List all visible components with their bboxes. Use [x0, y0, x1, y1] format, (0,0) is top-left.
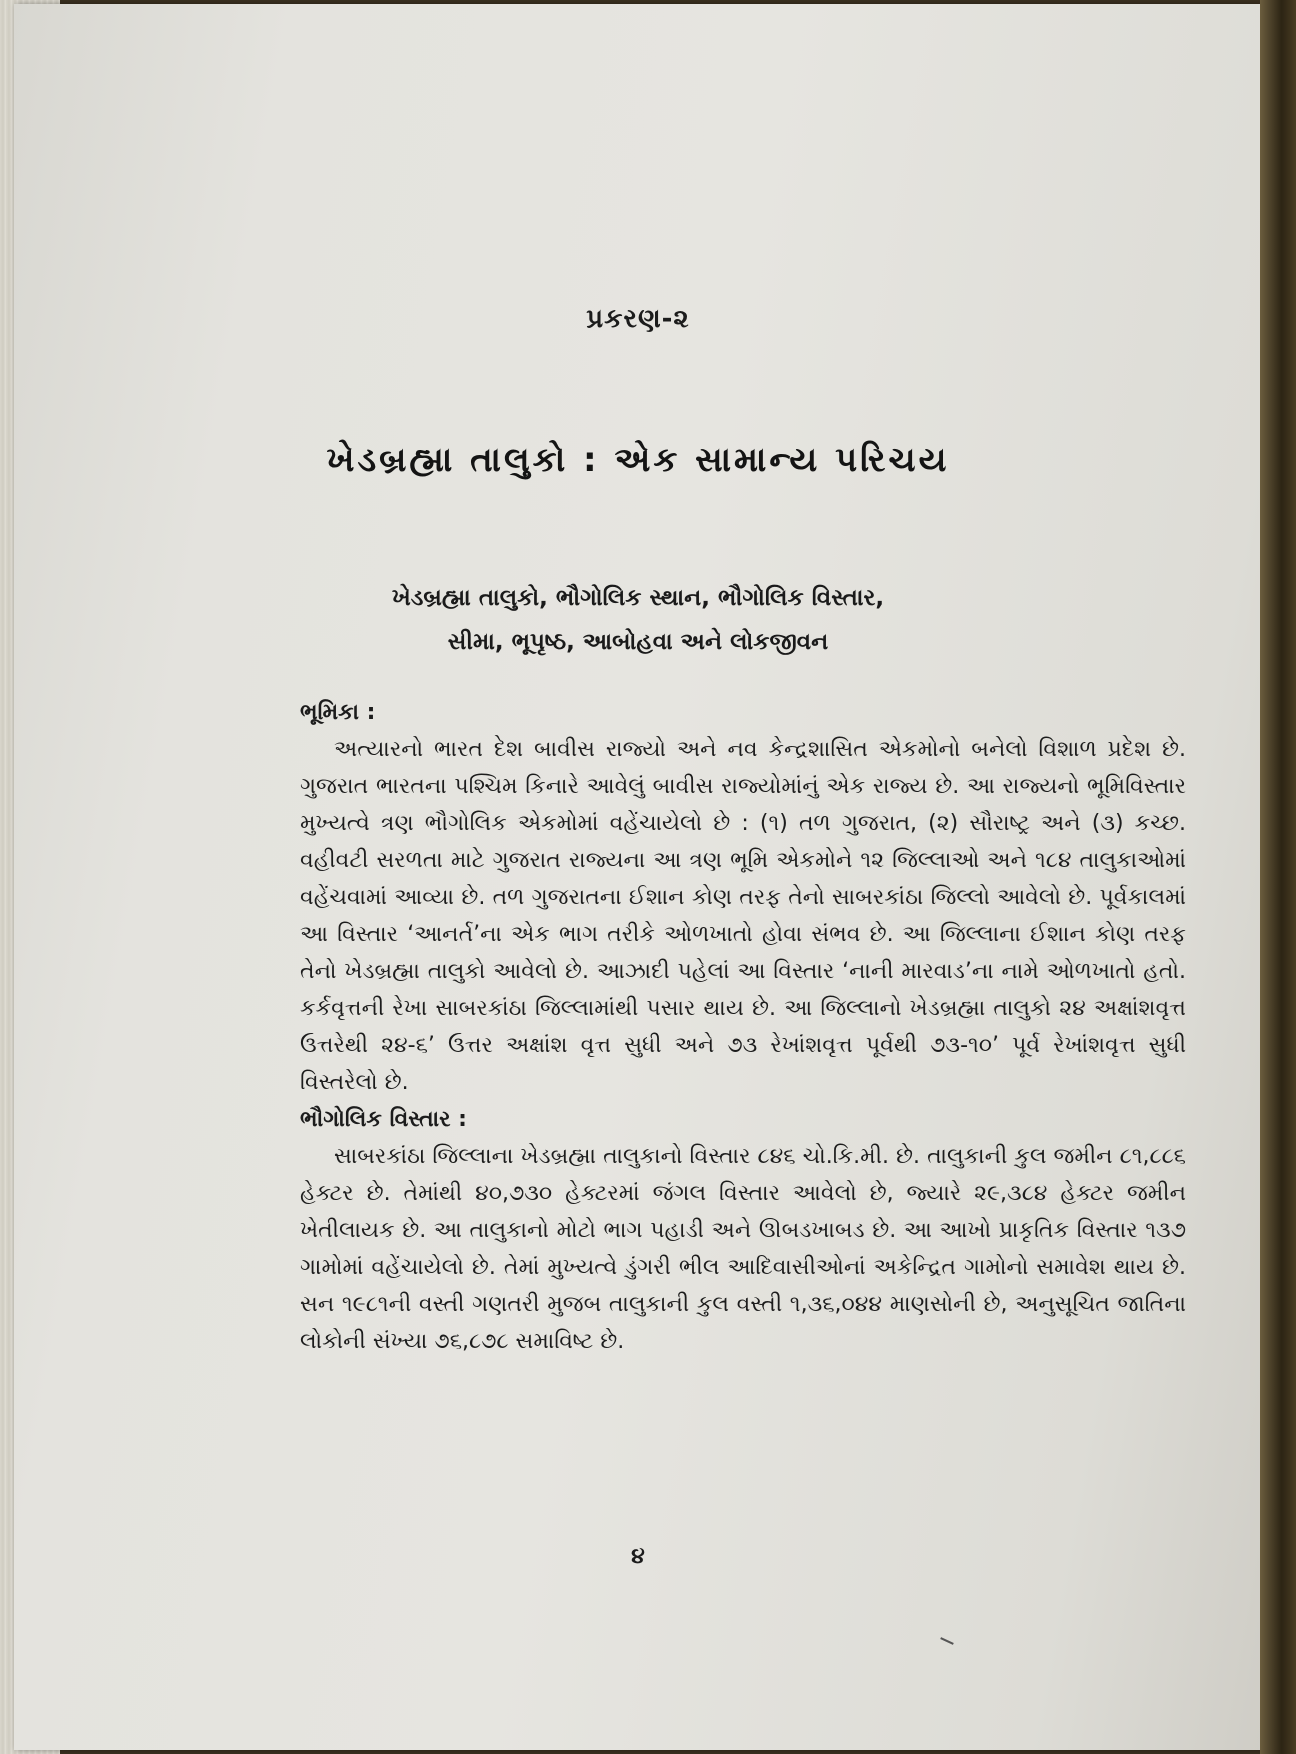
page-number: ૪: [631, 1544, 645, 1569]
print-mark: [940, 1637, 954, 1645]
paragraph-geographic-area: સાબરકાંઠા જિલ્લાના ખેડબ્રહ્મા તાલુકાનો વિસ્તાર ૮૪૬ ચો.કિ.મી. છે. તાલુકાની કુલ જમીન ૮૧,૮૮૬ હેક્ટર છે. તેમાંથી ૪૦,૭૩૦ હેક્ટરમાં જંગલ વિસ્તાર આવેલો છે, જ્યારે ૨૯,૩૮૪ હેક્ટર જમીન ખેતીલાયક છે. આ તાલુકાનો મોટો ભાગ પહાડી અને ઊબડખાબડ છે. આ આખો પ્રાકૃતિક વિસ્તાર ૧૩૭ ગામોમાં વહેંચાયેલો છે. તેમાં મુખ્યત્વે ડુંગરી ભીલ આદિવાસીઓનાં અકેન્દ્રિત ગામોનો સમાવેશ થાય છે. સન ૧૯૮૧ની વસ્તી ગણતરી મુજબ તાલુકાની કુલ વસ્તી ૧,૩૬,૦૪૪ માણસોની છે, અનુસૂચિત જાતિના લોકોની સંખ્યા ૭૬,૮૭૮ સમાવિષ્ટ છે.: [300, 1144, 1186, 1354]
chapter-topics: [14, 576, 1262, 664]
chapter-title: ખેડબ્રહ્મા તાલુકો : એક સામાન્ય પરિચય: [326, 440, 950, 480]
topics-line: સીમા, ભૂપૃષ્ઠ, આબોહવા અને લોકજીવન: [447, 629, 829, 655]
book-binding: [1260, 0, 1296, 1754]
topics-line: ખેડબ્રહ્મા તાલુકો, ભૌગોલિક સ્થાન, ભૌગોલિક વિસ્તાર,: [391, 585, 885, 611]
book-page: [14, 4, 1262, 1750]
paragraph-introduction: અત્યારનો ભારત દેશ બાવીસ રાજ્યો અને નવ કેન્દ્રશાસિત એકમોનો બનેલો વિશાળ પ્રદેશ છે. ગુજરાત ભારતના પશ્ચિમ કિનારે આવેલું બાવીસ રાજ્યોમાંનું એક રાજ્ય છે. આ રાજ્યનો ભૂમિવિસ્તાર મુખ્યત્વે ત્રણ ભૌગોલિક એકમોમાં વહેંચાયેલો છે : (૧) તળ ગુજરાત, (૨) સૌરાષ્ટ્ર અને (૩) કચ્છ. વહીવટી સરળતા માટે ગુજરાત રાજ્યના આ ત્રણ ભૂમિ એકમોને ૧૨ જિલ્લાઓ અને ૧૮૪ તાલુકાઓમાં વહેંચવામાં આવ્યા છે. તળ ગુજરાતના ઈશાન કોણ તરફ તેનો સાબરકાંઠા જિલ્લો આવેલો છે. પૂર્વકાલમાં આ વિસ્તાર ‘આનર્ત’ના એક ભાગ તરીકે ઓળખાતો હોવા સંભવ છે. આ જિલ્લાના ઈશાન કોણ તરફ તેનો ખેડબ્રહ્મા તાલુકો આવેલો છે. આઝાદી પહેલાં આ વિસ્તાર ‘નાની મારવાડ’ના નામે ઓળખાતો હતો. કર્કવૃત્તની રેખા સાબરકાંઠા જિલ્લામાંથી પસાર થાય છે. આ જિલ્લાનો ખેડબ્રહ્મા તાલુકો ૨૪ અક્ષાંશવૃત્ત ઉત્તરેથી ૨૪-૬’ ઉત્તર અક્ષાંશ વૃત્ત સુધી અને ૭૩ રેખાંશવૃત્ત પૂર્વથી ૭૩-૧૦’ પૂર્વ રેખાંશવૃત્ત સુધી વિસ્તરેલો છે.: [300, 737, 1186, 1095]
section-heading-introduction: ભૂમિકા :: [300, 700, 376, 725]
chapter-label: પ્રકરણ-૨: [586, 304, 690, 334]
body-text: [300, 694, 1186, 1360]
section-heading-geographic-area: ભૌગોલિક વિસ્તાર :: [300, 1107, 467, 1132]
